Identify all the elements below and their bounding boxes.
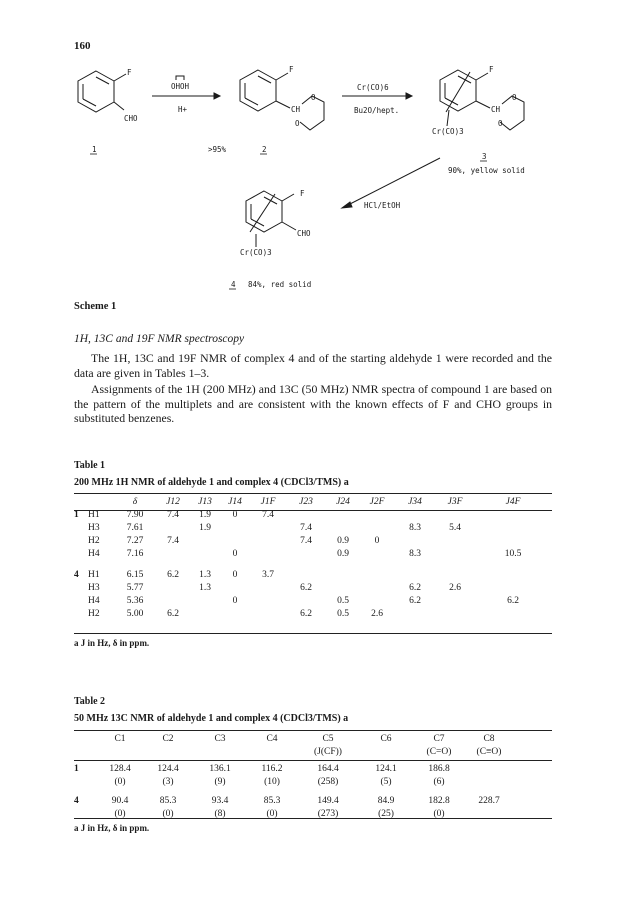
- coupling-cell: [436, 534, 474, 547]
- proton-label: H2: [88, 535, 100, 546]
- coupling-cell: [326, 581, 360, 594]
- c3-o-label: O: [498, 119, 503, 128]
- table-row: [74, 581, 552, 594]
- header-cell: J3F: [447, 496, 463, 507]
- coupling-cell: [474, 508, 552, 521]
- table-row: [74, 775, 552, 788]
- shift-cell: 7.90: [126, 509, 144, 520]
- header-cell: C7: [433, 733, 445, 744]
- paragraph: Assignments of the 1H (200 MHz) and 13C (50 MHz) NMR spectra of compound 1 are based on the pattern of the multiplets and are consistent with the known effects of F and CHO groups in substituted benzenes.: [74, 382, 552, 425]
- coupling-cell: [190, 534, 220, 547]
- header-cell: J34: [408, 496, 422, 507]
- coupling-cell: [394, 534, 436, 547]
- header-cell: C4: [266, 733, 278, 744]
- coupling-cell: [360, 568, 394, 581]
- header-cell: C2: [162, 733, 174, 744]
- shift-cell: 5.36: [126, 595, 144, 606]
- table-row: [74, 807, 552, 820]
- header-cell: (C=O): [426, 746, 452, 757]
- header-cell: [74, 745, 98, 758]
- c4-cho-label: CHO: [297, 229, 311, 238]
- c1-number: 1: [92, 145, 97, 154]
- coupling-cell: [190, 547, 220, 560]
- table2-footnote: a J in Hz, δ in ppm.: [74, 823, 150, 833]
- table-header-row: [74, 495, 552, 508]
- header-cell: δ: [132, 496, 138, 507]
- shift-cell: 136.1: [209, 763, 231, 774]
- shift-cell: 84.9: [377, 795, 395, 806]
- page-number: 160: [74, 40, 91, 52]
- c2-f-label: F: [289, 65, 294, 74]
- coupling-cell: [156, 547, 190, 560]
- coupling-cell: [286, 508, 326, 521]
- coupling-cell: 7.4: [167, 509, 179, 520]
- shift-cell: 124.1: [375, 763, 397, 774]
- table-row: [74, 594, 552, 607]
- c4-note: 84%, red solid: [248, 280, 312, 289]
- arrow1-yield: >95%: [208, 145, 227, 154]
- header-cell: [246, 745, 298, 758]
- arrow2-reagent: Cr(CO)6: [357, 83, 389, 92]
- coupling-cell: (0): [433, 808, 445, 819]
- arrow1-reagent: OHOH: [171, 82, 190, 91]
- shift-cell: 124.4: [157, 763, 179, 774]
- c3-number: 3: [482, 152, 487, 161]
- compound-number: [74, 607, 88, 620]
- coupling-cell: [474, 607, 552, 620]
- table1-footnote: a J in Hz, δ in ppm.: [74, 638, 150, 648]
- coupling-cell: (0): [162, 808, 174, 819]
- coupling-cell: [220, 607, 250, 620]
- header-cell: C8: [483, 733, 495, 744]
- coupling-cell: 8.3: [409, 548, 421, 559]
- coupling-cell: [360, 594, 394, 607]
- shift-cell: 7.61: [126, 522, 144, 533]
- table-row: [74, 547, 552, 560]
- coupling-cell: (0): [266, 808, 278, 819]
- table1: [74, 495, 552, 620]
- coupling-cell: 5.4: [449, 522, 461, 533]
- coupling-cell: [250, 547, 286, 560]
- coupling-cell: 6.2: [167, 608, 179, 619]
- coupling-cell: [474, 568, 552, 581]
- proton-label: H1: [88, 509, 100, 520]
- table-row: [74, 568, 552, 581]
- coupling-cell: 0: [232, 548, 238, 559]
- arrow1-catalyst: H+: [178, 105, 188, 114]
- coupling-cell: [190, 594, 220, 607]
- compound-number: 1: [74, 763, 79, 774]
- coupling-cell: [190, 607, 220, 620]
- coupling-cell: [360, 521, 394, 534]
- shift-cell: 90.4: [111, 795, 129, 806]
- coupling-cell: [220, 521, 250, 534]
- header-cell: [514, 745, 552, 758]
- coupling-cell: 1.9: [199, 509, 211, 520]
- coupling-cell: 1.9: [199, 522, 211, 533]
- coupling-cell: 2.6: [449, 582, 461, 593]
- coupling-cell: 6.2: [300, 608, 312, 619]
- coupling-cell: 1.3: [199, 582, 211, 593]
- shift-cell: 128.4: [109, 763, 131, 774]
- header-cell: [514, 732, 552, 745]
- proton-label: H3: [88, 582, 100, 593]
- coupling-cell: (6): [433, 776, 445, 787]
- shift-cell: [464, 762, 514, 775]
- c3-crco-label: Cr(CO)3: [432, 127, 464, 136]
- coupling-cell: (3): [162, 776, 174, 787]
- compound-number: 4: [74, 569, 79, 580]
- c2-o-label: O: [311, 93, 316, 102]
- coupling-cell: 0: [232, 595, 238, 606]
- header-cell: [74, 732, 98, 745]
- empty-cell: [514, 794, 552, 807]
- table-subheader-row: [74, 745, 552, 758]
- coupling-cell: 7.4: [300, 522, 312, 533]
- coupling-cell: 3.7: [262, 569, 274, 580]
- c4-crco-label: Cr(CO)3: [240, 248, 272, 257]
- compound-number: 1: [74, 509, 79, 520]
- coupling-cell: [156, 594, 190, 607]
- coupling-cell: 7.4: [300, 535, 312, 546]
- c3-ch-label: CH: [491, 105, 501, 114]
- compound-number: 4: [74, 795, 79, 806]
- compound-number: [74, 594, 88, 607]
- coupling-cell: [250, 534, 286, 547]
- shift-cell: 164.4: [317, 763, 339, 774]
- proton-label: H2: [88, 608, 100, 619]
- table-row: [74, 794, 552, 807]
- c3-o-label: O: [512, 93, 517, 102]
- header-cell: [88, 495, 114, 508]
- coupling-cell: (25): [378, 808, 394, 819]
- coupling-cell: [156, 521, 190, 534]
- table-row: [74, 508, 552, 521]
- coupling-cell: [436, 568, 474, 581]
- coupling-cell: [464, 775, 514, 788]
- shift-cell: 85.3: [159, 795, 177, 806]
- coupling-cell: [250, 607, 286, 620]
- scheme-caption: Scheme 1: [74, 301, 117, 312]
- coupling-cell: [394, 568, 436, 581]
- coupling-cell: (5): [380, 776, 392, 787]
- coupling-cell: [436, 547, 474, 560]
- coupling-cell: [474, 534, 552, 547]
- coupling-cell: 0.9: [337, 535, 349, 546]
- c2-o-label: O: [295, 119, 300, 128]
- header-cell: J2F: [369, 496, 385, 507]
- header-cell: C1: [114, 733, 126, 744]
- header-cell: [98, 745, 142, 758]
- header-cell: J24: [336, 496, 350, 507]
- table2: [74, 732, 552, 820]
- coupling-cell: 7.4: [167, 535, 179, 546]
- coupling-cell: (258): [317, 776, 339, 787]
- c2-number: 2: [262, 145, 267, 154]
- coupling-cell: 0: [374, 535, 380, 546]
- compound-number: [74, 534, 88, 547]
- coupling-cell: 10.5: [504, 548, 522, 559]
- header-cell: J12: [166, 496, 180, 507]
- compound-number: [74, 807, 98, 820]
- table-header-row: [74, 732, 552, 745]
- table1-caption: 200 MHz 1H NMR of aldehyde 1 and complex 4 (CDCl3/TMS) a: [74, 477, 349, 488]
- shift-cell: 5.77: [126, 582, 144, 593]
- c1-f-label: F: [127, 68, 132, 77]
- empty-cell: [514, 762, 552, 775]
- shift-cell: 228.7: [478, 795, 500, 806]
- coupling-cell: 1.3: [199, 569, 211, 580]
- header-cell: [358, 745, 414, 758]
- section-title: 1H, 13C and 19F NMR spectroscopy: [74, 333, 245, 345]
- c1-cho-label: CHO: [124, 114, 138, 123]
- coupling-cell: 0.9: [337, 548, 349, 559]
- header-cell: (C≡O): [476, 746, 502, 757]
- header-cell: [74, 495, 88, 508]
- coupling-cell: [360, 547, 394, 560]
- shift-cell: 149.4: [317, 795, 339, 806]
- arrow2-solvent: Bu2O/hept.: [354, 106, 400, 115]
- coupling-cell: (10): [264, 776, 280, 787]
- coupling-cell: [394, 508, 436, 521]
- c3-note: 90%, yellow solid: [448, 166, 525, 175]
- table2-label: Table 2: [74, 696, 106, 707]
- coupling-cell: 0: [232, 569, 238, 580]
- coupling-cell: (9): [214, 776, 226, 787]
- header-cell: J23: [299, 496, 313, 507]
- c4-f-label: F: [300, 189, 305, 198]
- table-row: [74, 607, 552, 620]
- coupling-cell: [286, 568, 326, 581]
- header-cell: C6: [380, 733, 392, 744]
- coupling-cell: 6.2: [507, 595, 519, 606]
- compound-number: [74, 547, 88, 560]
- coupling-cell: (273): [317, 808, 339, 819]
- paragraph: The 1H, 13C and 19F NMR of complex 4 and of the starting aldehyde 1 were recorded and the data are given in Tables 1–3.: [74, 351, 552, 380]
- table2-caption: 50 MHz 13C NMR of aldehyde 1 and complex 4 (CDCl3/TMS) a: [74, 713, 349, 724]
- coupling-cell: [250, 521, 286, 534]
- coupling-cell: [474, 521, 552, 534]
- compound-number: [74, 581, 88, 594]
- coupling-cell: 6.2: [409, 595, 421, 606]
- coupling-cell: 7.4: [262, 509, 274, 520]
- coupling-cell: (0): [114, 776, 126, 787]
- compound-number: [74, 521, 88, 534]
- shift-cell: 182.8: [428, 795, 450, 806]
- table-row: [74, 762, 552, 775]
- coupling-cell: 0: [232, 509, 238, 520]
- header-cell: J1F: [260, 496, 276, 507]
- coupling-cell: 2.6: [371, 608, 383, 619]
- proton-label: H4: [88, 595, 100, 606]
- coupling-cell: [326, 568, 360, 581]
- header-cell: (J(CF)): [314, 746, 342, 757]
- coupling-cell: [286, 594, 326, 607]
- coupling-cell: [220, 581, 250, 594]
- coupling-cell: [220, 534, 250, 547]
- compound-number: [74, 775, 98, 788]
- coupling-cell: [360, 581, 394, 594]
- coupling-cell: [250, 594, 286, 607]
- coupling-cell: (8): [214, 808, 226, 819]
- c4-number: 4: [231, 280, 236, 289]
- shift-cell: 186.8: [428, 763, 450, 774]
- header-cell: C3: [214, 733, 226, 744]
- header-cell: C5: [322, 733, 334, 744]
- coupling-cell: 6.2: [167, 569, 179, 580]
- table-row: [74, 534, 552, 547]
- shift-cell: 85.3: [263, 795, 281, 806]
- header-cell: J4F: [505, 496, 521, 507]
- coupling-cell: [436, 508, 474, 521]
- table-row: [74, 521, 552, 534]
- shift-cell: 7.27: [126, 535, 144, 546]
- coupling-cell: 6.2: [300, 582, 312, 593]
- coupling-cell: [286, 547, 326, 560]
- shift-cell: 93.4: [211, 795, 229, 806]
- c3-f-label: F: [489, 65, 494, 74]
- empty-cell: [514, 807, 552, 820]
- coupling-cell: [436, 607, 474, 620]
- coupling-cell: [394, 607, 436, 620]
- reaction-scheme: [0, 0, 625, 300]
- proton-label: H3: [88, 522, 100, 533]
- c2-ch-label: CH: [291, 105, 301, 114]
- shift-cell: 5.00: [126, 608, 144, 619]
- shift-cell: 7.16: [126, 548, 144, 559]
- coupling-cell: [474, 581, 552, 594]
- coupling-cell: [326, 508, 360, 521]
- shift-cell: 6.15: [126, 569, 144, 580]
- coupling-cell: [326, 521, 360, 534]
- coupling-cell: [464, 807, 514, 820]
- coupling-cell: 0.5: [337, 595, 349, 606]
- coupling-cell: (0): [114, 808, 126, 819]
- header-cell: [142, 745, 194, 758]
- coupling-cell: [250, 581, 286, 594]
- empty-cell: [514, 775, 552, 788]
- shift-cell: 116.2: [261, 763, 283, 774]
- header-cell: J13: [198, 496, 212, 507]
- coupling-cell: 8.3: [409, 522, 421, 533]
- coupling-cell: [360, 508, 394, 521]
- header-cell: J14: [228, 496, 242, 507]
- coupling-cell: 6.2: [409, 582, 421, 593]
- table1-label: Table 1: [74, 460, 106, 471]
- arrow3-reagent: HCl/EtOH: [364, 201, 401, 210]
- coupling-cell: 0.5: [337, 608, 349, 619]
- proton-label: H4: [88, 548, 100, 559]
- proton-label: H1: [88, 569, 100, 580]
- coupling-cell: [436, 594, 474, 607]
- header-cell: [194, 745, 246, 758]
- coupling-cell: [156, 581, 190, 594]
